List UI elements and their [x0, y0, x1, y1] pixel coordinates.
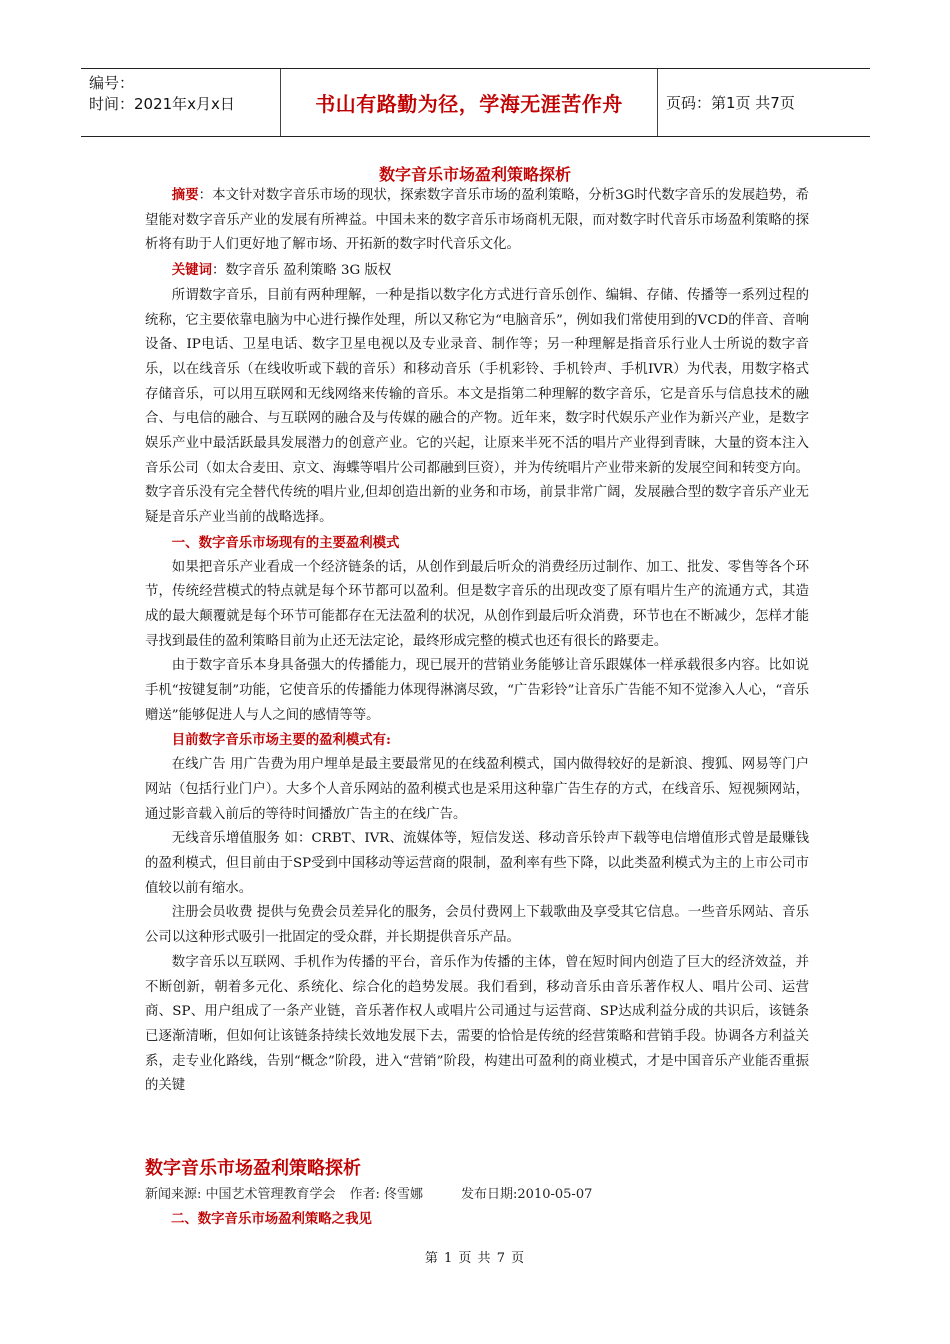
author: 作者: 佟雪娜 [349, 1187, 424, 1202]
paragraph-wireless: 无线音乐增值服务 如：CRBT、IVR、流媒体等，短信发送、移动音乐铃声下载等电信增值形式曾是最赚钱的盈利模式，但目前由于SP受到中国移动等运营商的限制，盈利率有些下降，以此类盈利模式为主的上市公司市值较以前有缩水。 [145, 831, 809, 896]
paragraph-summary: 数字音乐以互联网、手机作为传播的平台，音乐作为传播的主体，曾在短时间内创造了巨大的经济效益，并不断创新，朝着多元化、系统化、综合化的趋势发展。我们看到，移动音乐由音乐著作权人、唱片公司、运营商、SP、用户组成了一条产业链，音乐著作权人或唱片公司通过与运营商、SP达成利益分成的共识后，该链条已逐渐清晰，但如何让该链条持续长效地发展下去，需要的恰恰是传统的经营策略和营销手段。协调各方利益关系，走专业化路线，告别“概念”阶段，进入“营销”阶段，构建出可盈利的商业模式，才是中国音乐产业能否重振的关键 [145, 954, 809, 1094]
paragraph-membership: 注册会员收费 提供与免费会员差异化的服务，会员付费网上下载歌曲及享受其它信息。一些音乐网站、音乐公司以这种形式吸引一批固定的受众群，并长期提供音乐产品。 [145, 905, 809, 946]
paragraph-3: 由于数字音乐本身具备强大的传播能力，现已展开的营销业务能够让音乐跟媒体一样承载很多内容。比如说手机“按键复制”功能，它使音乐的传播能力体现得淋漓尽致，“广告彩铃”让音乐广告能不知不觉渗入人心，“音乐赠送”能够促进人与人之间的感情等等。 [145, 658, 809, 723]
keywords-label: 关键词 [171, 262, 212, 279]
document-body [145, 183, 809, 1099]
paragraph-1: 所谓数字音乐，目前有两种理解，一种是指以数字化方式进行音乐创作、编辑、存储、传播等一系列过程的统称，它主要依靠电脑为中心进行操作处理，所以又称它为“电脑音乐”，例如我们常使用到的VCD的伴音、音响设备、IP电话、卫星电话、数字卫星电视以及专业录音、制作等；另一种理解是指音乐行业人士所说的数字音乐，以在线音乐（在线收听或下载的音乐）和移动音乐（手机彩铃、手机铃声、手机IVR）为代表，用数字格式存储音乐，可以用互联网和无线网络来传输的音乐。本文是指第二种理解的数字音乐，它是音乐与信息技术的融合、与电信的融合、与互联网的融合及与传媒的融合的产物。近年来，数字时代娱乐产业作为新兴产业，是数字娱乐产业中最活跃最具发展潜力的创意产业。它的兴起，让原来半死不活的唱片产业得到青睐，大量的资本注入音乐公司（如太合麦田、京文、海蝶等唱片公司都融到巨资），并为传统唱片产业带来新的发展空间和转变方向。数字音乐没有完全替代传统的唱片业,但却创造出新的业务和市场，前景非常广阔，发展融合型的数字音乐产业无疑是音乐产业当前的战略选择。 [145, 287, 809, 526]
header-meta [81, 69, 281, 136]
page-footer: 第 1 页 共 7 页 [424, 1251, 526, 1266]
publish-date: 发布日期:2010-05-07 [461, 1187, 593, 1202]
abstract-label: 摘要 [171, 187, 199, 203]
paragraph-online-ads: 在线广告 用广告费为用户埋单是最主要最常见的在线盈利模式，国内做得较好的是新浪、搜狐、网易等门户网站（包括行业门户）。大多个人音乐网站的盈利模式也是采用这种靠广告生存的方式，在线音乐、短视频网站，通过影音载入前后的等待时间播放广告主的在线广告。 [145, 757, 809, 822]
article-source-line [145, 1183, 606, 1202]
header-motto: 书山有路勤为径，学海无涯苦作舟 [281, 69, 658, 136]
time-label: 时间：2021年x月x日 [89, 95, 235, 113]
header-page-info: 页码：第1页 共7页 [666, 94, 795, 112]
document-title: 数字音乐市场盈利策略探析 [378, 165, 571, 184]
header-table [81, 68, 870, 137]
section-heading-2: 二、数字音乐市场盈利策略之我见 [171, 1211, 372, 1227]
news-source: 新闻来源: 中国艺术管理教育学会 [145, 1187, 336, 1202]
subheading-models: 目前数字音乐市场主要的盈利模式有: [171, 732, 391, 749]
abstract-paragraph [145, 183, 809, 258]
keywords-text: ：数字音乐 盈利策略 3G 版权 [211, 263, 392, 279]
section-heading-1: 一、数字音乐市场现有的主要盈利模式 [171, 534, 400, 551]
paragraph-2: 如果把音乐产业看成一个经济链条的话，从创作到最后听众的消费经历过制作、加工、批发、零售等各个环节，传统经营模式的特点就是每个环节都可以盈利。但是数字音乐的出现改变了原有唱片生产的流通方式，其造成的最大颠覆就是每个环节可能都存在无法盈利的状况，从创作到最后听众消费，环节也在不断减少，怎样才能寻找到最佳的盈利策略目前为止还无法定论，最终形成完整的模式也还有很长的路要走。 [145, 559, 809, 649]
keywords-paragraph [145, 258, 809, 284]
number-label: 编号： [89, 74, 135, 92]
abstract-text: ：本文针对数字音乐市场的现状，探索数字音乐市场的盈利策略，分析3G时代数字音乐的发展趋势，希望能对数字音乐产业的发展有所裨益。中国未来的数字音乐市场商机无限，而对数字时代音乐市场盈利策略的探析将有助于人们更好地了解市场、开拓新的数字时代音乐文化。 [145, 188, 810, 253]
second-article-title: 数字音乐市场盈利策略探析 [145, 1158, 361, 1179]
